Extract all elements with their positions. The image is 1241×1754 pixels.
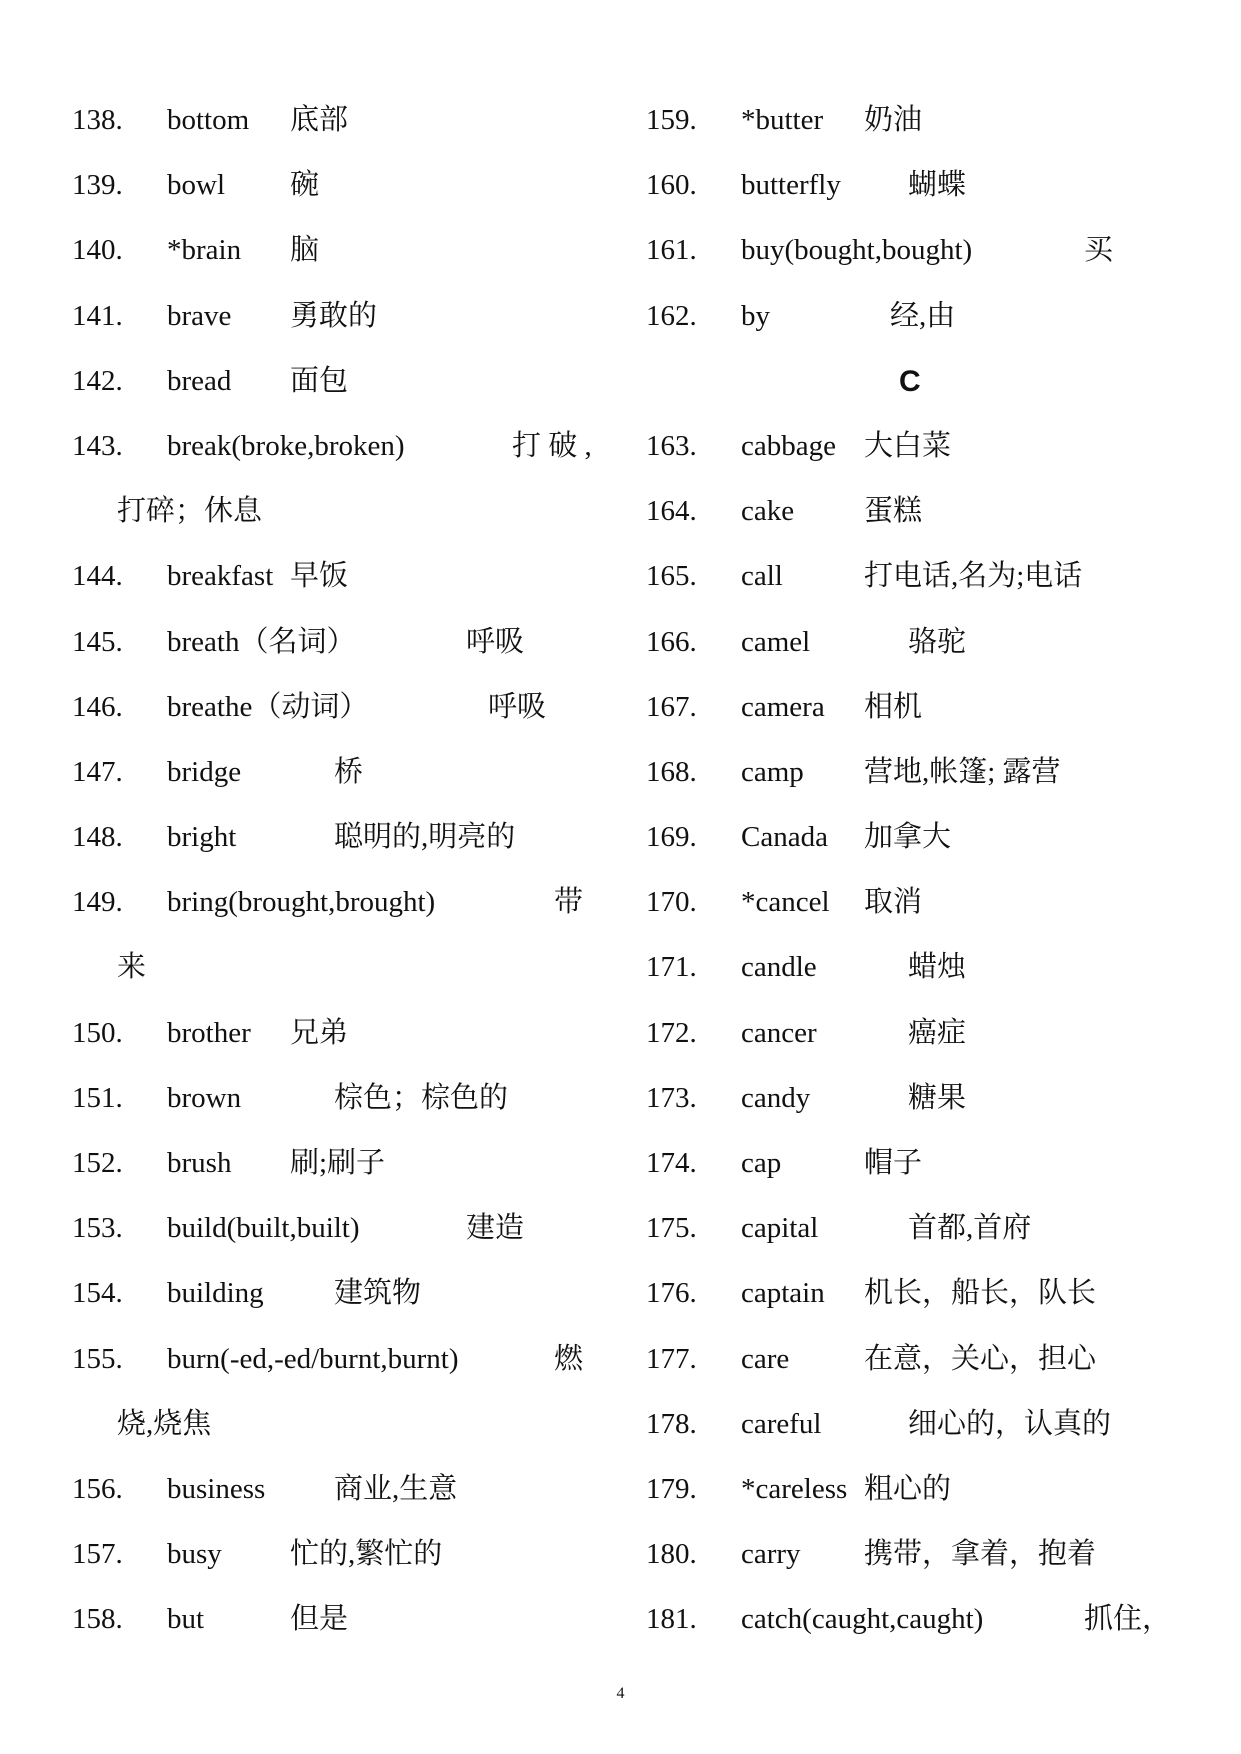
entry-number: 156. <box>72 1472 123 1505</box>
vocab-entry <box>72 88 612 153</box>
english-word: bread <box>167 364 232 397</box>
entry-number: 173. <box>646 1081 697 1114</box>
chinese-definition: 燃 <box>554 1342 584 1375</box>
entry-number: 159. <box>646 104 697 136</box>
chinese-definition: 但是 <box>290 1603 349 1636</box>
entry-number: 144. <box>72 560 123 593</box>
entry-number: 177. <box>646 1342 697 1375</box>
chinese-definition: 相机 <box>864 690 923 723</box>
entry-number: 152. <box>72 1147 123 1179</box>
vocab-entry <box>72 740 612 805</box>
chinese-definition: 底部 <box>290 104 349 136</box>
entry-number: 179. <box>646 1472 697 1505</box>
english-word: captain <box>741 1277 825 1310</box>
vocab-entry <box>646 935 1186 1000</box>
chinese-definition: 勇敢的 <box>290 299 378 332</box>
chinese-definition: 蜡烛 <box>908 951 967 984</box>
english-word: burn(-ed,-ed/burnt,burnt) <box>167 1342 459 1375</box>
chinese-definition: 蛋糕 <box>864 495 923 528</box>
english-word: cabbage <box>741 429 836 462</box>
english-word: cake <box>741 495 795 528</box>
entry-number: 142. <box>72 364 123 397</box>
entry-number: 139. <box>72 169 123 202</box>
vocab-entry <box>72 1261 612 1326</box>
entry-number: 168. <box>646 755 697 788</box>
entry-continuation-row <box>72 479 612 544</box>
entry-continuation-row <box>72 1392 612 1457</box>
english-word: catch(caught,caught) <box>741 1603 984 1636</box>
vocab-entry <box>646 1522 1186 1587</box>
vocab-entry <box>646 218 1186 283</box>
english-word: buy(bought,bought) <box>741 234 973 267</box>
vocab-entry <box>646 1327 1186 1392</box>
english-word: breakfast <box>167 560 274 593</box>
vocab-entry <box>646 1001 1186 1066</box>
vocab-entry <box>72 544 612 609</box>
entry-number: 178. <box>646 1407 697 1440</box>
english-word: careful <box>741 1407 822 1440</box>
chinese-definition: 蝴蝶 <box>908 169 967 202</box>
entry-number: 174. <box>646 1147 697 1179</box>
chinese-definition: 打 破 , <box>512 429 592 462</box>
vocab-entry <box>646 1392 1186 1457</box>
english-word: call <box>741 560 783 593</box>
chinese-definition: 打电话,名为;电话 <box>864 560 1083 593</box>
english-word: bright <box>167 821 237 854</box>
entry-number: 171. <box>646 951 697 984</box>
left-vocabulary-column <box>72 88 612 1653</box>
entry-number: 176. <box>646 1277 697 1310</box>
chinese-definition: 癌症 <box>908 1016 967 1049</box>
vocab-entry <box>646 1066 1186 1131</box>
english-word: *cancel <box>741 886 830 919</box>
english-word: build(built,built) <box>167 1212 360 1245</box>
chinese-definition: 呼吸 <box>466 625 525 658</box>
vocab-entry <box>72 1066 612 1131</box>
entry-number: 146. <box>72 690 123 723</box>
right-vocabulary-column <box>646 88 1186 1653</box>
chinese-definition: 建造 <box>466 1212 525 1245</box>
chinese-definition: 商业,生意 <box>334 1472 458 1505</box>
chinese-definition: 桥 <box>334 755 364 788</box>
chinese-definition: 在意，关心，担心 <box>864 1342 1097 1375</box>
english-word: breathe（动词） <box>167 690 369 723</box>
vocab-entry <box>646 1587 1186 1652</box>
chinese-definition: 买 <box>1084 234 1114 267</box>
chinese-definition: 抓住， <box>1084 1603 1172 1636</box>
entry-continuation-row <box>72 935 612 1000</box>
english-word: business <box>167 1472 266 1505</box>
vocab-entry <box>72 218 612 283</box>
entry-number: 166. <box>646 625 697 658</box>
chinese-definition: 首都,首府 <box>908 1212 1032 1245</box>
chinese-definition: 早饭 <box>290 560 349 593</box>
vocab-entry <box>646 414 1186 479</box>
chinese-definition: 粗心的 <box>864 1472 952 1505</box>
english-word: bottom <box>167 104 250 136</box>
english-word: Canada <box>741 821 828 854</box>
vocab-entry <box>646 544 1186 609</box>
english-word: break(broke,broken) <box>167 429 405 462</box>
entry-number: 147. <box>72 755 123 788</box>
chinese-definition: 刷;刷子 <box>290 1147 386 1179</box>
english-word: by <box>741 299 770 332</box>
entry-number: 145. <box>72 625 123 658</box>
entry-number: 148. <box>72 821 123 854</box>
vocab-entry <box>72 805 612 870</box>
chinese-definition: 兄弟 <box>290 1016 349 1049</box>
english-word: *butter <box>741 104 824 136</box>
entry-number: 160. <box>646 169 697 202</box>
chinese-definition: 建筑物 <box>334 1277 422 1310</box>
chinese-definition: 骆驼 <box>908 625 967 658</box>
chinese-definition: 机长，船长，队长 <box>864 1277 1097 1310</box>
chinese-definition: 棕色；棕色的 <box>334 1081 509 1114</box>
vocab-entry <box>646 284 1186 349</box>
vocab-entry <box>72 349 612 414</box>
entry-number: 158. <box>72 1603 123 1636</box>
vocab-entry <box>72 1522 612 1587</box>
vocab-entry <box>72 153 612 218</box>
chinese-definition: 带 <box>554 886 584 919</box>
entry-number: 150. <box>72 1016 123 1049</box>
vocab-entry <box>72 284 612 349</box>
entry-number: 162. <box>646 299 697 332</box>
english-word: care <box>741 1342 790 1375</box>
entry-number: 143. <box>72 429 123 462</box>
english-word: carry <box>741 1538 801 1571</box>
chinese-definition: 大白菜 <box>864 429 952 462</box>
english-word: *careless <box>741 1472 848 1505</box>
vocab-entry <box>72 1001 612 1066</box>
vocab-entry <box>72 1457 612 1522</box>
entry-number: 167. <box>646 690 697 723</box>
page-number: 4 <box>616 1685 625 1702</box>
vocab-entry <box>646 610 1186 675</box>
english-word: brother <box>167 1016 251 1049</box>
entry-number: 181. <box>646 1603 697 1636</box>
chinese-definition: 碗 <box>290 169 320 202</box>
chinese-definition: 经,由 <box>890 299 956 332</box>
vocab-entry <box>72 1327 612 1392</box>
entry-number: 172. <box>646 1016 697 1049</box>
vocab-entry <box>646 88 1186 153</box>
vocab-entry <box>72 1587 612 1652</box>
entry-number: 163. <box>646 429 697 462</box>
definition-continuation: 来 <box>117 951 147 984</box>
chinese-definition: 取消 <box>864 886 923 919</box>
english-word: butterfly <box>741 169 841 202</box>
vocab-entry <box>646 740 1186 805</box>
chinese-definition: 糖果 <box>908 1081 967 1114</box>
english-word: *brain <box>167 234 242 267</box>
chinese-definition: 面包 <box>290 364 349 397</box>
vocab-entry <box>646 805 1186 870</box>
vocab-entry <box>72 414 612 479</box>
english-word: building <box>167 1277 264 1310</box>
chinese-definition: 脑 <box>290 234 320 267</box>
english-word: camel <box>741 625 811 658</box>
entry-number: 175. <box>646 1212 697 1245</box>
english-word: breath（名词） <box>167 625 356 658</box>
english-word: cancer <box>741 1016 817 1049</box>
section-header-row <box>646 349 1186 414</box>
chinese-definition: 奶油 <box>864 104 923 136</box>
chinese-definition: 细心的，认真的 <box>908 1407 1112 1440</box>
vocab-entry <box>72 1131 612 1196</box>
chinese-definition: 呼吸 <box>488 690 547 723</box>
entry-number: 157. <box>72 1538 123 1571</box>
english-word: camp <box>741 755 804 788</box>
entry-number: 138. <box>72 104 123 136</box>
english-word: brush <box>167 1147 232 1179</box>
entry-number: 169. <box>646 821 697 854</box>
english-word: brave <box>167 299 232 332</box>
definition-continuation: 打碎；休息 <box>117 495 263 528</box>
entry-number: 180. <box>646 1538 697 1571</box>
entry-number: 164. <box>646 495 697 528</box>
vocab-entry <box>646 675 1186 740</box>
entry-number: 170. <box>646 886 697 919</box>
chinese-definition: 帽子 <box>864 1147 923 1179</box>
definition-continuation: 烧,烧焦 <box>117 1407 212 1440</box>
vocab-entry <box>646 1131 1186 1196</box>
chinese-definition: 聪明的,明亮的 <box>334 821 516 854</box>
english-word: bowl <box>167 169 225 202</box>
vocab-entry <box>72 1196 612 1261</box>
vocab-entry <box>72 675 612 740</box>
vocab-entry <box>72 870 612 935</box>
english-word: busy <box>167 1538 222 1571</box>
chinese-definition: 加拿大 <box>864 821 952 854</box>
chinese-definition: 携带，拿着，抱着 <box>864 1538 1097 1571</box>
english-word: brown <box>167 1081 242 1114</box>
section-letter: C <box>899 364 921 398</box>
entry-number: 140. <box>72 234 123 267</box>
vocab-entry <box>646 1457 1186 1522</box>
chinese-definition: 营地,帐篷; 露营 <box>864 755 1061 788</box>
english-word: candy <box>741 1081 811 1114</box>
vocab-entry <box>646 153 1186 218</box>
english-word: capital <box>741 1212 819 1245</box>
chinese-definition: 忙的,繁忙的 <box>290 1538 443 1571</box>
entry-number: 155. <box>72 1342 123 1375</box>
vocab-entry <box>72 610 612 675</box>
english-word: camera <box>741 690 825 723</box>
entry-number: 154. <box>72 1277 123 1310</box>
english-word: bring(brought,brought) <box>167 886 436 919</box>
english-word: but <box>167 1603 205 1636</box>
vocab-entry <box>646 479 1186 544</box>
english-word: candle <box>741 951 817 984</box>
entry-number: 141. <box>72 299 123 332</box>
entry-number: 161. <box>646 234 697 267</box>
entry-number: 151. <box>72 1081 123 1114</box>
vocab-entry <box>646 1261 1186 1326</box>
english-word: bridge <box>167 755 242 788</box>
entry-number: 153. <box>72 1212 123 1245</box>
english-word: cap <box>741 1147 782 1179</box>
entry-number: 165. <box>646 560 697 593</box>
vocab-entry <box>646 870 1186 935</box>
vocab-entry <box>646 1196 1186 1261</box>
entry-number: 149. <box>72 886 123 919</box>
